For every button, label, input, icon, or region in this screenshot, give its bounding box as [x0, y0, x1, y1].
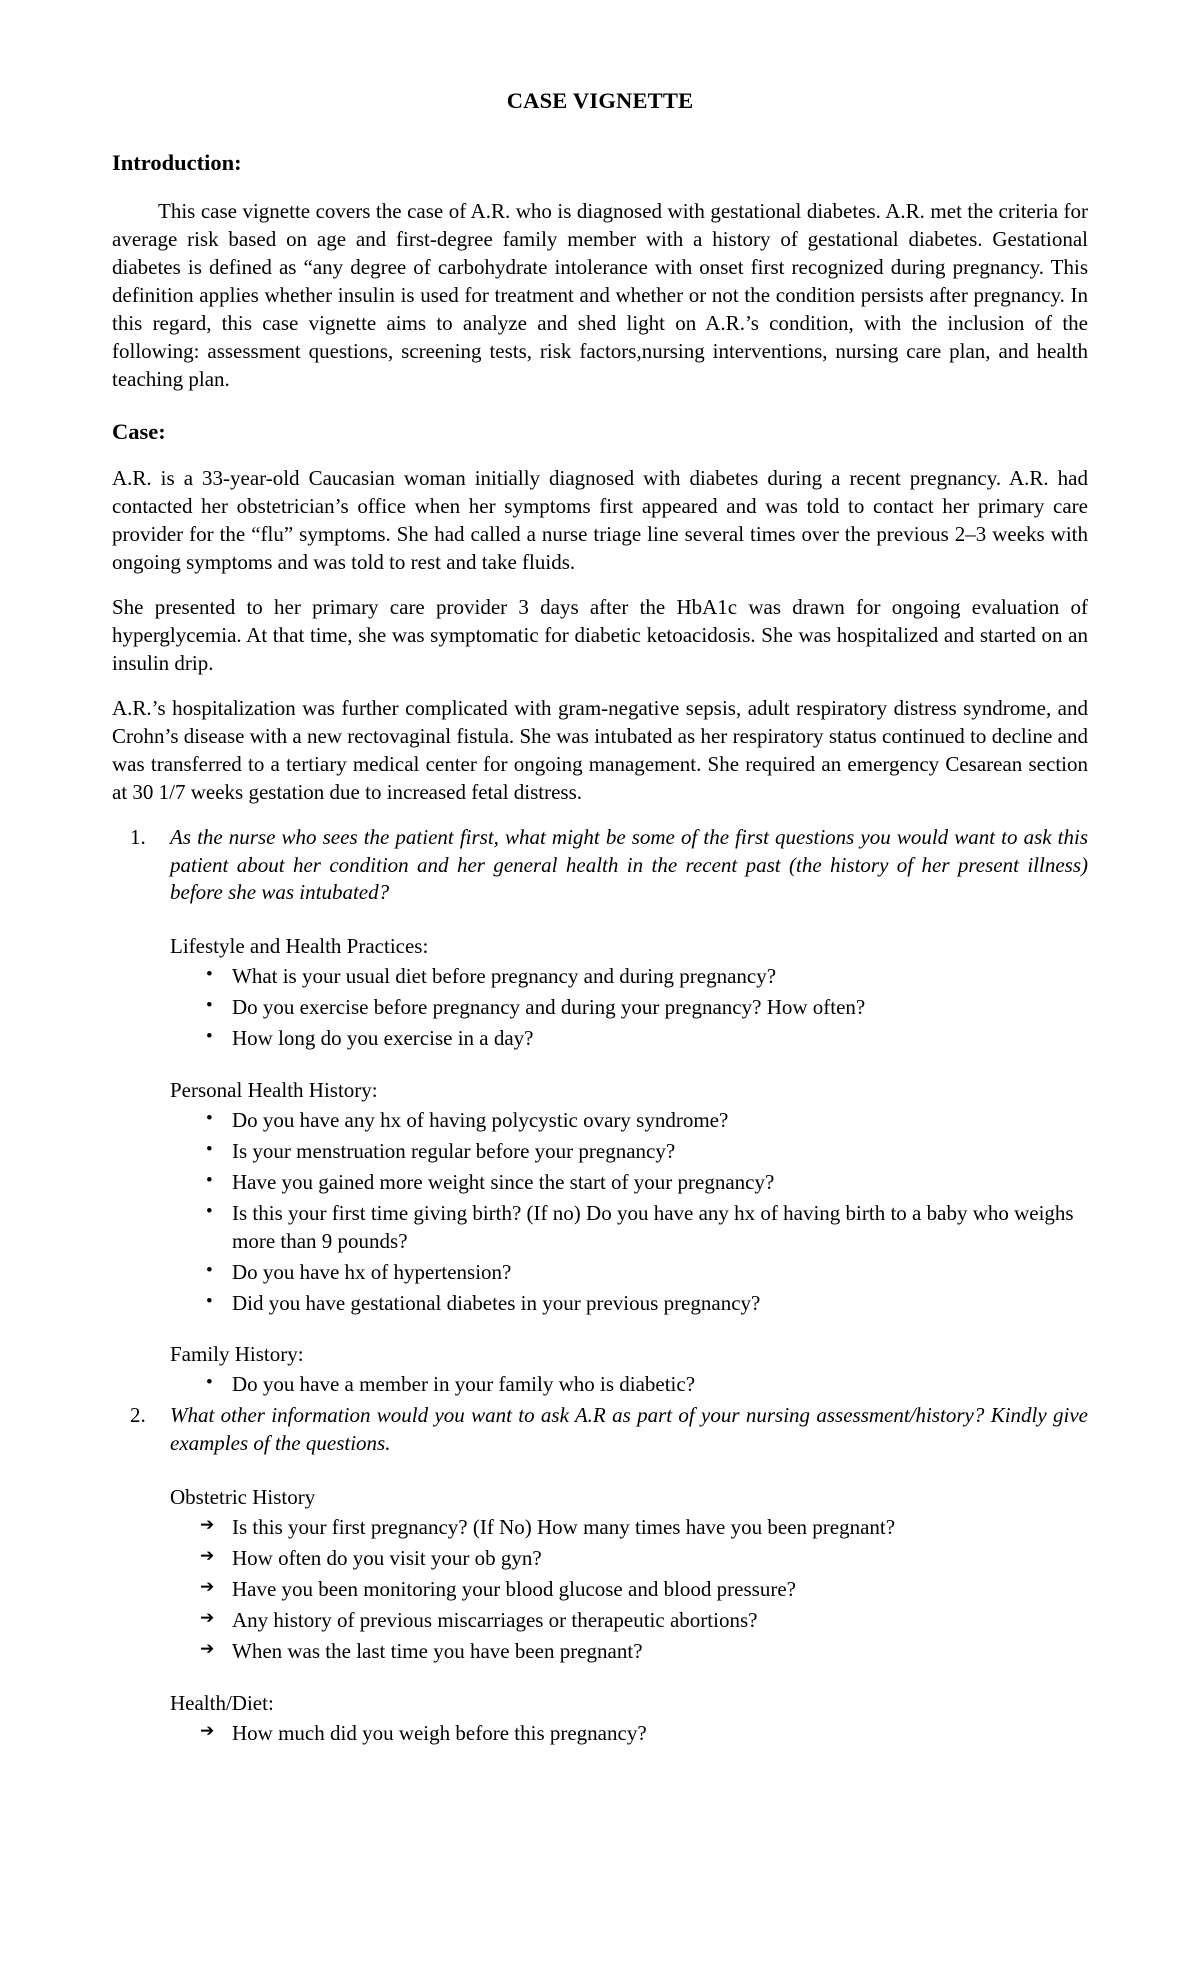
question-number-2: 2. [130, 1403, 146, 1428]
introduction-paragraph: This case vignette covers the case of A.R. who is diagnosed with gestational diabetes. A.R. met the criteria for average risk based on age and first-degree family member with a history of gestational diabetes. Gestational diabetes is defined as “any degree of carbohydrate intolerance with onset first recognized during pregnancy. This definition applies whether insulin is used for treatment and whether or not the condition persists after pregnancy. In this regard, this case vignette aims to analyze and shed light on A.R.’s condition, with the inclusion of the following: assessment questions, screening tests, risk factors,nursing interventions, nursing care plan, and health teaching plan. [112, 199, 1088, 391]
question-text-1: As the nurse who sees the patient first, what might be some of the first questions you would want to ask this patient about her condition and her general health in the recent past (the history of her present illness) before she was intubated? [170, 824, 1088, 905]
case-paragraph-2: She presented to her primary care provider 3 days after the HbA1c was drawn for ongoing evaluation of hyperglycemia. At that time, she was symptomatic for diabetic ketoacidosis. She was hospitalized and started on an insulin drip. [112, 595, 1088, 675]
answer-group-heading: Family History: [170, 1342, 304, 1367]
question-text-2: What other information would you want to ask A.R as part of your nursing assessment/history? Kindly give examples of the questions. [170, 1403, 1088, 1456]
list-item: • Have you gained more weight since the start of your pregnancy? [170, 1169, 1088, 1197]
list-item: ➔ Have you been monitoring your blood glucose and blood pressure? [170, 1576, 1088, 1604]
list-item: • Do you exercise before pregnancy and during your pregnancy? How often? [170, 994, 1088, 1022]
list-item: • Is this your first time giving birth? (If no) Do you have any hx of having birth to a baby who weighs more than 9 pounds? [170, 1200, 1088, 1256]
list-item: • Do you have any hx of having polycystic ovary syndrome? [170, 1107, 1088, 1135]
question-item-1 [112, 824, 1088, 1400]
list-item: • Did you have gestational diabetes in your previous pregnancy? [170, 1290, 1088, 1318]
list-item: • What is your usual diet before pregnancy and during pregnancy? [170, 963, 1088, 991]
list-item: ➔ How much did you weigh before this pregnancy? [170, 1720, 1088, 1748]
case-paragraph-1: A.R. is a 33-year-old Caucasian woman initially diagnosed with diabetes during a recent pregnancy. A.R. had contacted her obstetrician’s office when her symptoms first appeared and was told to contact her primary care provider for the “flu” symptoms. She had called a nurse triage line several times over the previous 2–3 weeks with ongoing symptoms and was told to rest and take fluids. [112, 466, 1088, 575]
question-number-1: 1. [130, 824, 146, 849]
list-item: ➔ Any history of previous miscarriages or therapeutic abortions? [170, 1607, 1088, 1635]
answer-group-obstetric-history [170, 1484, 1088, 1666]
answer-group-heading: Lifestyle and Health Practices: [170, 934, 429, 959]
answer-bullet-list [170, 1371, 1088, 1399]
list-item: • Do you have hx of hypertension? [170, 1259, 1088, 1287]
question-list [112, 824, 1088, 1748]
case-paragraph-3: A.R.’s hospitalization was further complicated with gram-negative sepsis, adult respiratory distress syndrome, and Crohn’s disease with a new rectovaginal fistula. She was intubated as her respiratory status continued to decline and was transferred to a tertiary medical center for ongoing management. She required an emergency Cesarean section at 30 1/7 weeks gestation due to increased fetal distress. [112, 695, 1088, 804]
case-heading: Case: [112, 419, 166, 445]
list-item: • Is your menstruation regular before your pregnancy? [170, 1138, 1088, 1166]
question-item-2 [112, 1402, 1088, 1747]
list-item: • Do you have a member in your family who is diabetic? [170, 1371, 1088, 1399]
list-item: ➔ How often do you visit your ob gyn? [170, 1545, 1088, 1573]
answer-bullet-list [170, 963, 1088, 1053]
question-2-answers [170, 1484, 1088, 1747]
list-item: ➔ Is this your first pregnancy? (If No) How many times have you been pregnant? [170, 1514, 1088, 1542]
answer-arrow-list [170, 1720, 1088, 1748]
answer-group-health-diet [170, 1690, 1088, 1748]
introduction-heading: Introduction: [112, 150, 242, 175]
answer-bullet-list [170, 1107, 1088, 1317]
answer-group-heading: Personal Health History: [170, 1078, 378, 1103]
answer-group-heading: Obstetric History [170, 1485, 316, 1510]
list-item: • How long do you exercise in a day? [170, 1025, 1088, 1053]
answer-group-personal-health-history [170, 1077, 1088, 1317]
answer-group-lifestyle [170, 933, 1088, 1053]
answer-group-family-history [170, 1341, 1088, 1399]
answer-arrow-list [170, 1514, 1088, 1666]
list-item: ➔ When was the last time you have been pregnant? [170, 1638, 1088, 1666]
answer-group-heading: Health/Diet: [170, 1690, 274, 1715]
page-title: CASE VIGNETTE [506, 88, 694, 113]
question-1-answers [170, 933, 1088, 1399]
